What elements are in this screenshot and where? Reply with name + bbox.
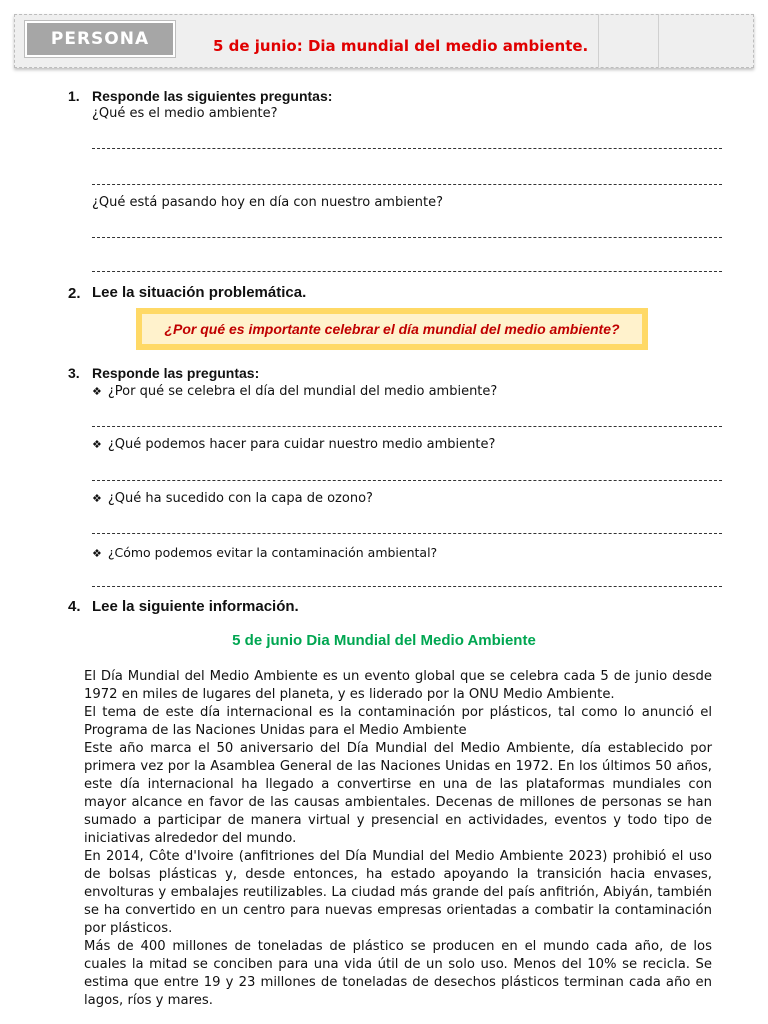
answer-line[interactable]	[92, 586, 722, 587]
diamond-bullet-icon: ❖	[92, 385, 102, 398]
question-2: ¿Qué está pasando hoy en día con nuestro ambiente?	[92, 195, 444, 210]
bullet-question	[92, 545, 437, 560]
info-paragraph: Más de 400 millones de toneladas de plástico se producen en el mundo cada año, de los cuales la mitad se conciben para una vida útil de un solo uso. Menos del 10% se recicla. Se estima que entre 19 y 23 millones de toneladas de desechos plásticos terminan cada año en lagos, ríos y mares.	[84, 939, 712, 1008]
info-heading: 5 de junio Dia Mundial del Medio Ambiente	[232, 632, 536, 649]
section-1-title: Responde las siguientes preguntas:	[92, 88, 333, 104]
section-2-title: Lee la situación problemática.	[92, 284, 307, 301]
diamond-bullet-icon: ❖	[92, 438, 102, 451]
header-divider	[658, 15, 753, 67]
answer-line[interactable]	[92, 148, 722, 149]
diamond-bullet-icon: ❖	[92, 492, 102, 505]
page-title: 5 de junio: Dia mundial del medio ambiente.	[213, 37, 589, 55]
info-paragraph: El Día Mundial del Medio Ambiente es un evento global que se celebra cada 5 de junio desde 1972 en miles de lugares del planeta, y es liderado por la ONU Medio Ambiente.	[84, 669, 712, 702]
answer-line[interactable]	[92, 480, 722, 481]
bullet-question-text: ¿Por qué se celebra el día del mundial del medio ambiente?	[107, 384, 498, 399]
section-4-number: 4.	[68, 598, 81, 615]
bullet-question	[92, 437, 495, 452]
info-paragraph: Este año marca el 50 aniversario del Día Mundial del Medio Ambiente, día establecido por primera vez por la Asamblea General de las Naciones Unidas en 1972. En los últimos 50 años, este día internacional ha llegado a convertirse en una de las plataformas mundiales con mayor alcance en favor de las causas ambientales. Decenas de millones de personas se han sumado a participar de manera virtual y presencial en actividades, eventos y todo tipo de iniciativas alrededor del mundo.	[84, 741, 712, 846]
answer-line[interactable]	[92, 271, 722, 272]
section-3-title: Responde las preguntas:	[92, 365, 260, 381]
problem-box	[136, 308, 648, 350]
problem-text: ¿Por qué es importante celebrar el día mundial del medio ambiente?	[142, 314, 642, 344]
question-1: ¿Qué es el medio ambiente?	[92, 106, 278, 121]
section-3-number: 3.	[68, 365, 80, 381]
answer-line[interactable]	[92, 237, 722, 238]
bullet-question	[92, 384, 497, 399]
info-paragraph: El tema de este día internacional es la contaminación por plásticos, tal como lo anunció el Programa de las Naciones Unidas para el Medio Ambiente	[84, 705, 712, 738]
header-divider	[598, 15, 659, 67]
bullet-question-text: ¿Qué ha sucedido con la capa de ozono?	[107, 491, 373, 506]
info-paragraph: En 2014, Côte d'Ivoire (anfitriones del Día Mundial del Medio Ambiente 2023) prohibió el uso de bolsas plásticas y, desde entonces, ha estado apoyando la transición hacia envases, envolturas y embalajes reutilizables. La ciudad más grande del país anfitrión, Abiyán, también se ha convertido en un centro para nuevas empresas orientadas a combatir la contaminación por plásticos.	[84, 849, 712, 936]
diamond-bullet-icon: ❖	[92, 547, 102, 560]
info-body	[84, 668, 712, 1010]
answer-line[interactable]	[92, 533, 722, 534]
section-4-title: Lee la siguiente información.	[92, 598, 299, 615]
section-2-number: 2.	[68, 285, 81, 302]
section-1-number: 1.	[68, 88, 80, 104]
bullet-question	[92, 491, 373, 506]
persona-badge: PERSONA	[25, 21, 175, 57]
bullet-question-text: ¿Cómo podemos evitar la contaminación ambiental?	[107, 545, 438, 560]
answer-line[interactable]	[92, 184, 722, 185]
answer-line[interactable]	[92, 426, 722, 427]
header-banner	[14, 14, 754, 68]
bullet-question-text: ¿Qué podemos hacer para cuidar nuestro medio ambiente?	[107, 437, 496, 452]
